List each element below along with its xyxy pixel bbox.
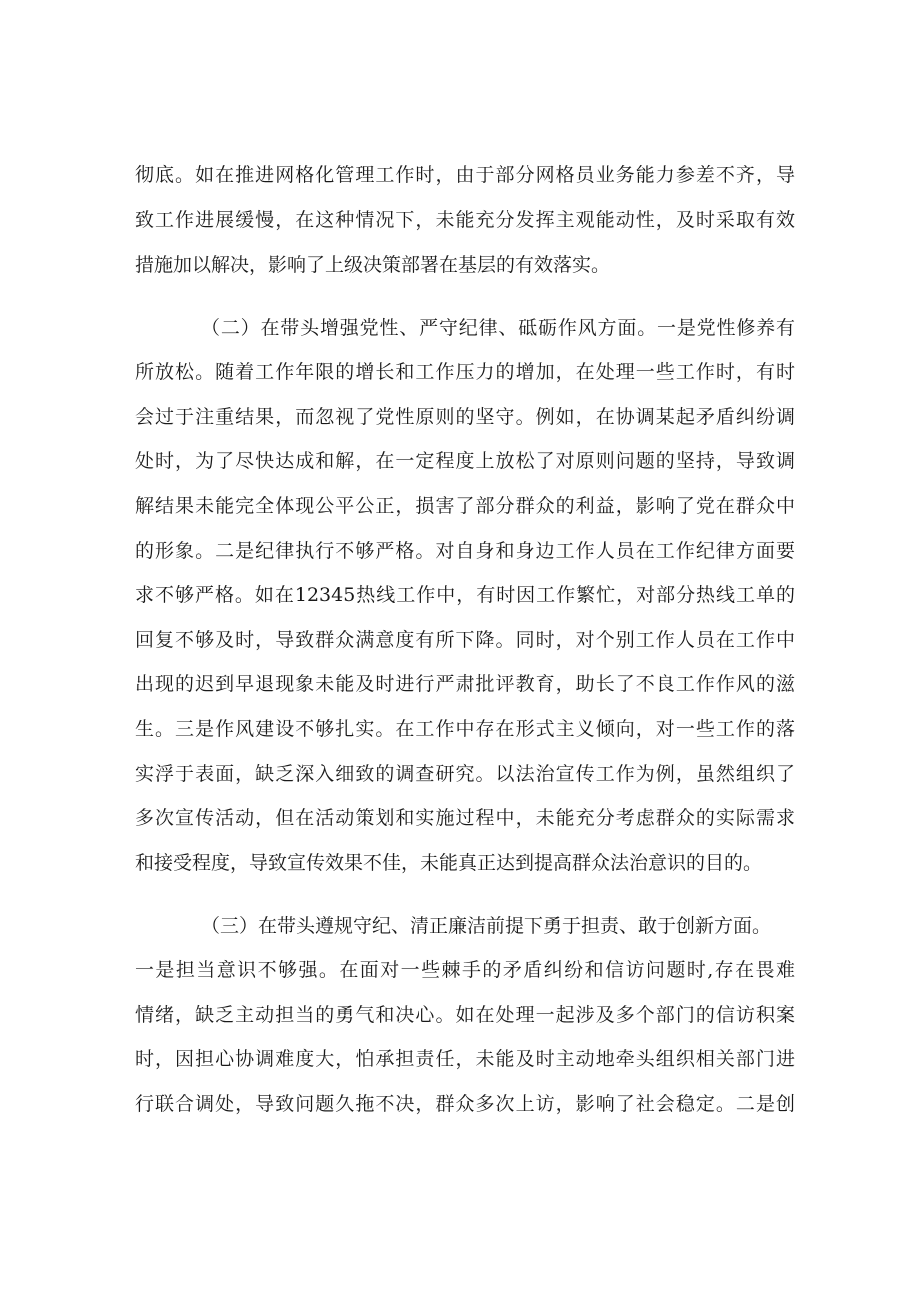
text-line: 所放松。随着工作年限的增长和工作压力的增加，在处理一些工作时，有时 bbox=[135, 361, 795, 383]
text-line: 处时，为了尽快达成和解，在一定程度上放松了对原则问题的坚持，导致调 bbox=[135, 450, 795, 472]
text-line: 情绪，缺乏主动担当的勇气和决心。如在处理一起涉及多个部门的信访积案 bbox=[135, 1004, 795, 1026]
text-line: 会过于注重结果，而忽视了党性原则的坚守。例如，在协调某起矛盾纠纷调 bbox=[135, 406, 795, 428]
text-line: 和接受程度，导致宣传效果不佳，未能真正达到提高群众法治意识的目的。 bbox=[135, 852, 763, 874]
text-line: 解结果未能完全体现公平公正，损害了部分群众的利益，影响了党在群众中 bbox=[135, 495, 795, 517]
text-line: 一是担当意识不够强。在面对一些棘手的矛盾纠纷和信访问题时,存在畏难 bbox=[135, 959, 795, 981]
text-line: 行联合调处，导致问题久拖不决，群众多次上访，影响了社会稳定。二是创 bbox=[135, 1093, 795, 1115]
text-line: 实浮于表面，缺乏深入细致的调查研究。以法治宣传工作为例，虽然组织了 bbox=[135, 763, 795, 785]
section-heading-line: （三）在带头遵规守纪、清正廉洁前提下勇于担责、敢于创新方面。 bbox=[201, 915, 772, 937]
text-line: 措施加以解决，影响了上级决策部署在基层的有效落实。 bbox=[135, 254, 611, 276]
text-line: 生。三是作风建设不够扎实。在工作中存在形式主义倾向，对一些工作的落 bbox=[135, 718, 795, 740]
text-line: 彻底。如在推进网格化管理工作时，由于部分网格员业务能力参差不齐，导 bbox=[135, 164, 795, 186]
section-heading-line: （二）在带头增强党性、严守纪律、砥砺作风方面。一是党性修养有 bbox=[201, 317, 795, 339]
text-line: 出现的迟到早退现象未能及时进行严肃批评教育，助长了不良工作作风的滋 bbox=[135, 673, 795, 695]
text-line: 回复不够及时，导致群众满意度有所下降。同时，对个别工作人员在工作中 bbox=[135, 629, 795, 651]
text-line: 的形象。二是纪律执行不够严格。对自身和身边工作人员在工作纪律方面要 bbox=[135, 540, 795, 562]
text-line: 时，因担心协调难度大，怕承担责任，未能及时主动地牵头组织相关部门进 bbox=[135, 1048, 795, 1070]
text-line: 致工作进展缓慢，在这种情况下，未能充分发挥主观能动性，及时采取有效 bbox=[135, 209, 795, 231]
text-line: 多次宣传活动，但在活动策划和实施过程中，未能充分考虑群众的实际需求 bbox=[135, 807, 795, 829]
text-line: 求不够严格。如在12345热线工作中，有时因工作繁忙，对部分热线工单的 bbox=[135, 584, 795, 606]
